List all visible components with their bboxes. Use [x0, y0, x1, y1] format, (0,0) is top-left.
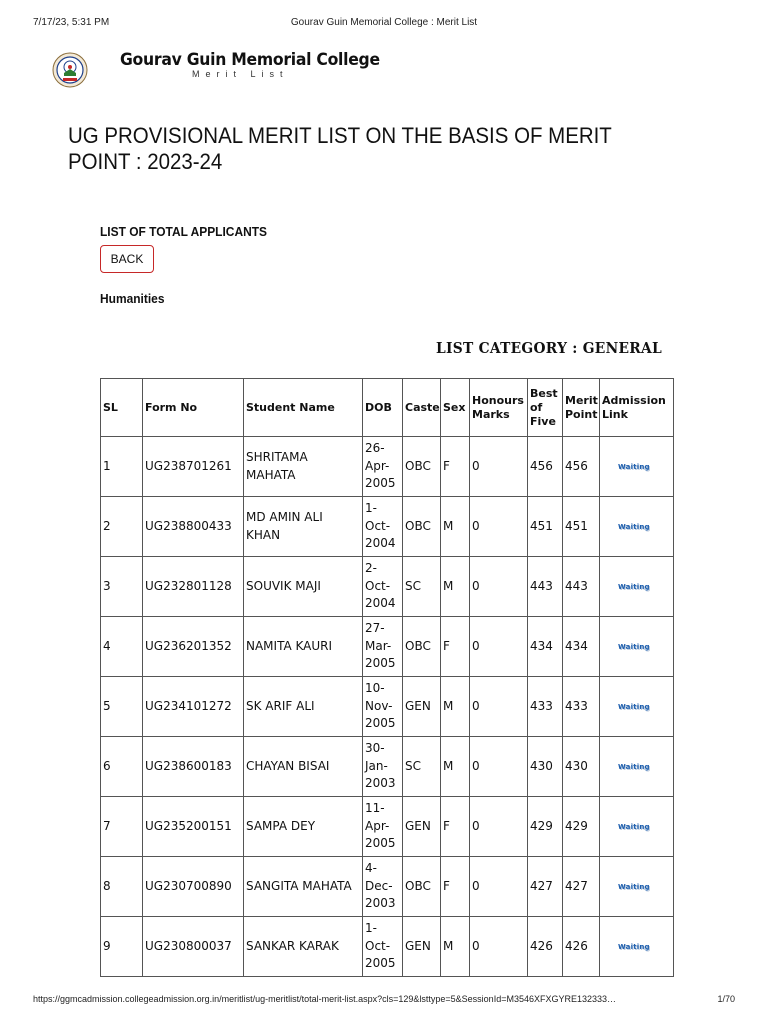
- cell-sl: 8: [101, 857, 143, 917]
- cell-honours-marks: 0: [470, 677, 528, 737]
- cell-form-no: UG238701261: [143, 437, 244, 497]
- table-row: [101, 797, 674, 857]
- cell-caste: OBC: [403, 437, 441, 497]
- cell-merit-point: 451: [563, 497, 600, 557]
- cell-sl: 6: [101, 737, 143, 797]
- cell-caste: OBC: [403, 617, 441, 677]
- cell-student-name: NAMITA KAURI: [244, 617, 363, 677]
- print-page-title: Gourav Guin Memorial College : Merit List: [290, 17, 478, 28]
- cell-sl: 9: [101, 917, 143, 977]
- page-title: UG PROVISIONAL MERIT LIST ON THE BASIS OF MERIT POINT : 2023-24: [68, 123, 612, 174]
- cell-best-of-five: 451: [528, 497, 563, 557]
- cell-dob: 27-Mar-2005: [363, 617, 403, 677]
- cell-best-of-five: 456: [528, 437, 563, 497]
- cell-admission-link: [600, 797, 674, 857]
- cell-honours-marks: 0: [470, 557, 528, 617]
- cell-sex: F: [441, 797, 470, 857]
- cell-merit-point: 426: [563, 917, 600, 977]
- table-row: [101, 497, 674, 557]
- cell-honours-marks: 0: [470, 497, 528, 557]
- admission-waiting-link[interactable]: Waiting: [618, 462, 650, 471]
- admission-waiting-link[interactable]: Waiting: [618, 642, 650, 651]
- cell-honours-marks: 0: [470, 917, 528, 977]
- cell-admission-link: [600, 437, 674, 497]
- admission-waiting-link[interactable]: Waiting: [618, 582, 650, 591]
- cell-sl: 7: [101, 797, 143, 857]
- column-header-sl: SL: [101, 379, 143, 437]
- cell-best-of-five: 426: [528, 917, 563, 977]
- cell-dob: 11-Apr-2005: [363, 797, 403, 857]
- cell-merit-point: 433: [563, 677, 600, 737]
- cell-merit-point: 430: [563, 737, 600, 797]
- cell-dob: 10-Nov-2005: [363, 677, 403, 737]
- stream-label: Humanities: [100, 291, 165, 306]
- back-button[interactable]: BACK: [100, 245, 154, 273]
- table-row: [101, 917, 674, 977]
- cell-best-of-five: 433: [528, 677, 563, 737]
- cell-sex: M: [441, 917, 470, 977]
- cell-merit-point: 456: [563, 437, 600, 497]
- college-logo: [52, 52, 88, 88]
- column-header-merit-point: Merit Point: [563, 379, 600, 437]
- cell-admission-link: [600, 917, 674, 977]
- cell-form-no: UG235200151: [143, 797, 244, 857]
- cell-admission-link: [600, 497, 674, 557]
- cell-form-no: UG234101272: [143, 677, 244, 737]
- cell-caste: OBC: [403, 497, 441, 557]
- list-category: LIST CATEGORY : GENERAL: [436, 339, 662, 357]
- cell-sl: 4: [101, 617, 143, 677]
- cell-honours-marks: 0: [470, 857, 528, 917]
- cell-sl: 2: [101, 497, 143, 557]
- column-header-caste: Caste: [403, 379, 441, 437]
- cell-caste: GEN: [403, 917, 441, 977]
- admission-waiting-link[interactable]: Waiting: [618, 882, 650, 891]
- column-header-honours-marks: Honours Marks: [470, 379, 528, 437]
- column-header-sex: Sex: [441, 379, 470, 437]
- table-row: [101, 857, 674, 917]
- cell-best-of-five: 427: [528, 857, 563, 917]
- cell-honours-marks: 0: [470, 617, 528, 677]
- cell-sl: 5: [101, 677, 143, 737]
- cell-dob: 4-Dec-2003: [363, 857, 403, 917]
- cell-sex: M: [441, 677, 470, 737]
- print-footer: [0, 994, 768, 1008]
- cell-form-no: UG238600183: [143, 737, 244, 797]
- column-header-admission-link: Admission Link: [600, 379, 674, 437]
- cell-merit-point: 434: [563, 617, 600, 677]
- cell-sex: F: [441, 857, 470, 917]
- admission-waiting-link[interactable]: Waiting: [618, 942, 650, 951]
- cell-form-no: UG230800037: [143, 917, 244, 977]
- cell-admission-link: [600, 737, 674, 797]
- cell-best-of-five: 430: [528, 737, 563, 797]
- cell-caste: GEN: [403, 677, 441, 737]
- cell-honours-marks: 0: [470, 737, 528, 797]
- print-url: https://ggmcadmission.collegeadmission.org.in/meritlist/ug-meritlist/total-merit-list.aspx?cls=129&lsttype=5&SessionId=M3546XFXGYRE132333…: [33, 994, 617, 1004]
- admission-waiting-link[interactable]: Waiting: [618, 702, 650, 711]
- cell-caste: SC: [403, 737, 441, 797]
- list-heading: LIST OF TOTAL APPLICANTS: [100, 224, 268, 239]
- cell-admission-link: [600, 557, 674, 617]
- cell-honours-marks: 0: [470, 437, 528, 497]
- cell-admission-link: [600, 677, 674, 737]
- cell-student-name: SANKAR KARAK: [244, 917, 363, 977]
- cell-sl: 1: [101, 437, 143, 497]
- cell-sex: M: [441, 557, 470, 617]
- cell-student-name: MD AMIN ALI KHAN: [244, 497, 363, 557]
- cell-student-name: SK ARIF ALI: [244, 677, 363, 737]
- admission-waiting-link[interactable]: Waiting: [618, 522, 650, 531]
- cell-dob: 1-Oct-2004: [363, 497, 403, 557]
- cell-merit-point: 427: [563, 857, 600, 917]
- cell-sex: F: [441, 437, 470, 497]
- cell-form-no: UG238800433: [143, 497, 244, 557]
- college-name: Gourav Guin Memorial College: [120, 50, 380, 70]
- site-subtitle: Merit List: [192, 69, 289, 79]
- cell-merit-point: 429: [563, 797, 600, 857]
- cell-dob: 26-Apr-2005: [363, 437, 403, 497]
- column-header-dob: DOB: [363, 379, 403, 437]
- cell-merit-point: 443: [563, 557, 600, 617]
- cell-form-no: UG230700890: [143, 857, 244, 917]
- cell-student-name: SHRITAMA MAHATA: [244, 437, 363, 497]
- table-row: [101, 437, 674, 497]
- merit-list-table: [100, 378, 674, 977]
- cell-form-no: UG236201352: [143, 617, 244, 677]
- table-row: [101, 737, 674, 797]
- cell-form-no: UG232801128: [143, 557, 244, 617]
- cell-student-name: CHAYAN BISAI: [244, 737, 363, 797]
- cell-sl: 3: [101, 557, 143, 617]
- table-row: [101, 617, 674, 677]
- print-datetime: 7/17/23, 5:31 PM: [33, 17, 110, 28]
- cell-caste: GEN: [403, 797, 441, 857]
- cell-caste: SC: [403, 557, 441, 617]
- column-header-form-no: Form No: [143, 379, 244, 437]
- cell-admission-link: [600, 617, 674, 677]
- column-header-student-name: Student Name: [244, 379, 363, 437]
- cell-honours-marks: 0: [470, 797, 528, 857]
- cell-best-of-five: 434: [528, 617, 563, 677]
- cell-best-of-five: 443: [528, 557, 563, 617]
- table-row: [101, 557, 674, 617]
- cell-caste: OBC: [403, 857, 441, 917]
- table-row: [101, 677, 674, 737]
- print-header: [0, 17, 768, 31]
- cell-sex: M: [441, 497, 470, 557]
- cell-dob: 1-Oct-2005: [363, 917, 403, 977]
- print-page-number: 1/70: [717, 994, 735, 1004]
- cell-student-name: SAMPA DEY: [244, 797, 363, 857]
- admission-waiting-link[interactable]: Waiting: [618, 762, 650, 771]
- column-header-best-of-five: Best of Five: [528, 379, 563, 437]
- cell-admission-link: [600, 857, 674, 917]
- cell-dob: 2-Oct-2004: [363, 557, 403, 617]
- cell-sex: F: [441, 617, 470, 677]
- cell-student-name: SOUVIK MAJI: [244, 557, 363, 617]
- cell-sex: M: [441, 737, 470, 797]
- cell-student-name: SANGITA MAHATA: [244, 857, 363, 917]
- table-header-row: [101, 379, 674, 437]
- cell-best-of-five: 429: [528, 797, 563, 857]
- admission-waiting-link[interactable]: Waiting: [618, 822, 650, 831]
- cell-dob: 30-Jan-2003: [363, 737, 403, 797]
